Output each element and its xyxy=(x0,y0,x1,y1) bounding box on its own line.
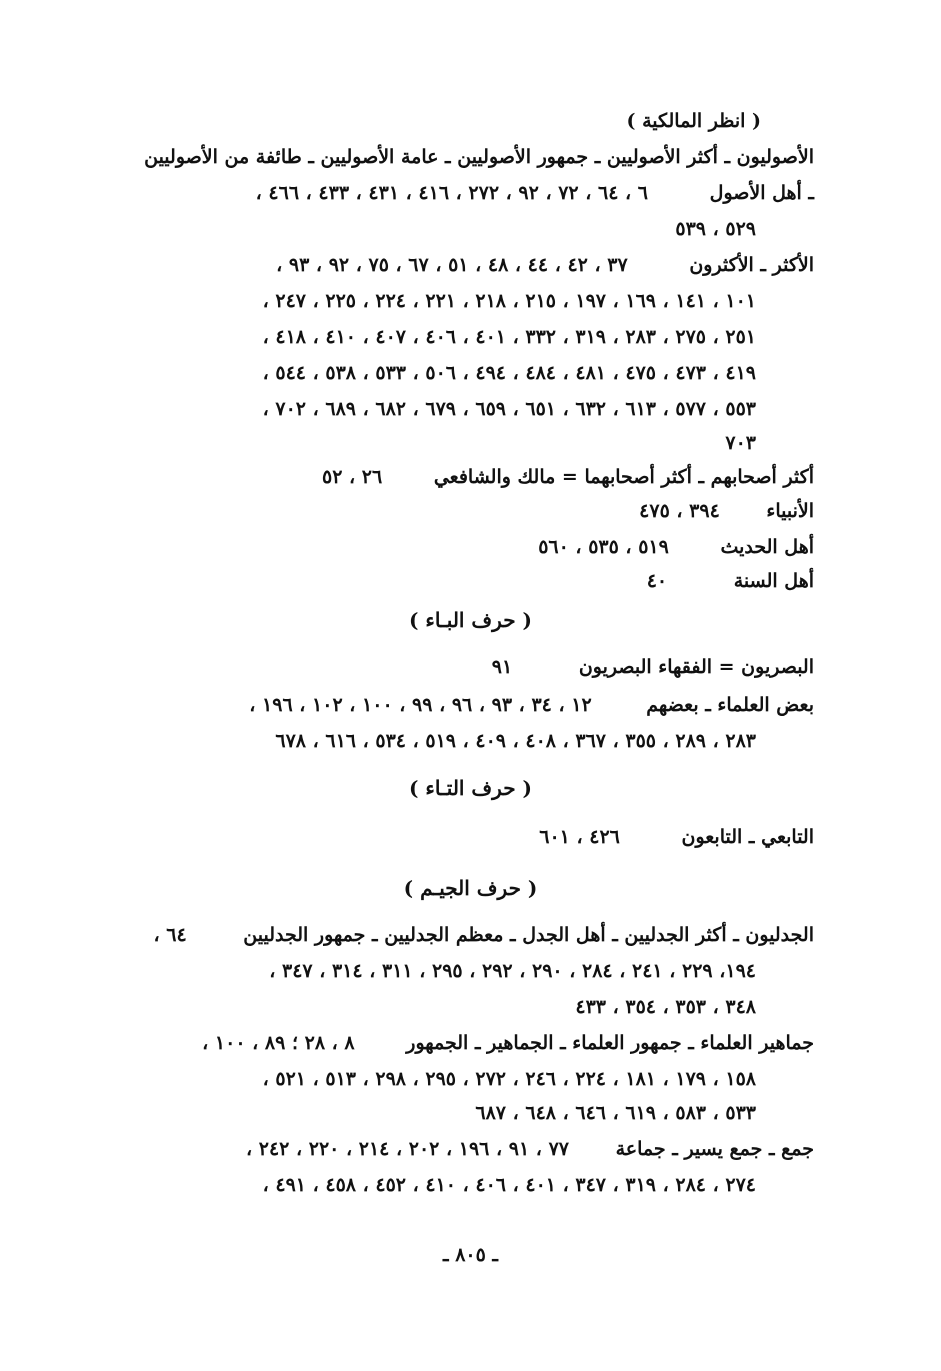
index-entry-pages: ٥٥٣ ، ٥٧٧ ، ٦١٣ ، ٦٣٢ ، ٦٥١ ، ٦٥٩ ، ٦٧٩ ، ٦٨٢ ، ٦٨٩ ، ٧٠٢ ، xyxy=(262,398,756,420)
index-entry-pages: ٦ ، ٦٤ ، ٧٢ ، ٩٢ ، ٢٧٢ ، ٤١٦ ، ٤٣١ ، ٤٣٣ ، ٤٦٦ ، xyxy=(255,182,649,204)
index-entry-term: أكثر أصحابهم ـ أكثر أصحابهما = مالك والشافعي xyxy=(433,466,814,488)
index-entry-pages: ٢٦ ، ٥٢ xyxy=(322,466,383,488)
index-entry-term: الجدليون ـ أكثر الجدليين ـ أهل الجدل ـ معظم الجدليين ـ جمهور الجدليين xyxy=(243,924,814,946)
index-entry-term: التابعي ـ التابعون xyxy=(681,826,814,848)
index-entry-pages: ٣٤٨ ، ٣٥٣ ، ٣٥٤ ، ٤٣٣ xyxy=(575,996,756,1018)
index-entry-pages: ٥١٩ ، ٥٣٥ ، ٥٦٠ xyxy=(538,536,669,558)
index-entry xyxy=(538,534,814,560)
index-entry-term: الأنبياء xyxy=(766,500,814,522)
section-heading-baa: ( حرف البـاء ) xyxy=(409,608,532,632)
index-entry-term: الأكثر ـ الأكثرون xyxy=(689,254,814,276)
index-entry-term: جمع ـ جمع يسير ـ جماعة xyxy=(615,1138,814,1160)
index-entry-pages: ١٥٨ ، ١٧٩ ، ١٨١ ، ٢٢٤ ، ٢٤٦ ، ٢٧٢ ، ٢٩٥ ، ٢٩٨ ، ٥١٣ ، ٥٢١ ، xyxy=(262,1068,756,1090)
index-entry-pages: ١٠١ ، ١٤١ ، ١٦٩ ، ١٩٧ ، ٢١٥ ، ٢١٨ ، ٢٢١ ، ٢٢٤ ، ٢٢٥ ، ٢٤٧ ، xyxy=(262,290,756,312)
index-entry-term: البصريون = الفقهاء البصريون xyxy=(578,656,814,678)
index-entry xyxy=(639,498,814,524)
index-entry-pages: ٥٢٩ ، ٥٣٩ xyxy=(675,218,756,240)
index-entry-pages: ٥٣٣ ، ٥٨٣ ، ٦١٩ ، ٦٤٦ ، ٦٤٨ ، ٦٨٧ xyxy=(475,1102,756,1124)
index-entry-pages: ٣٧ ، ٤٢ ، ٤٤ ، ٤٨ ، ٥١ ، ٦٧ ، ٧٥ ، ٩٢ ، ٩٣ ، xyxy=(276,254,628,276)
index-entry-pages: ٤١٩ ، ٤٧٣ ، ٤٧٥ ، ٤٨١ ، ٤٨٤ ، ٤٩٤ ، ٥٠٦ ، ٥٣٣ ، ٥٣٨ ، ٥٤٤ ، xyxy=(262,362,756,384)
index-entry-pages: ٢٨٣ ، ٢٨٩ ، ٣٥٥ ، ٣٦٧ ، ٤٠٨ ، ٤٠٩ ، ٥١٩ ، ٥٣٤ ، ٦١٦ ، ٦٧٨ xyxy=(275,730,756,752)
index-entry xyxy=(249,692,814,718)
index-entry xyxy=(276,252,814,278)
index-entry-pages: ١٩٤، ٢٢٩ ، ٢٤١ ، ٢٨٤ ، ٢٩٠ ، ٢٩٢ ، ٢٩٥ ، ٣١١ ، ٣١٤ ، ٣٤٧ ، xyxy=(269,960,756,982)
index-entry xyxy=(322,464,814,490)
index-entry-pages: ٦٤ ، xyxy=(153,924,187,946)
index-entry-pages: ٧٠٣ xyxy=(725,432,756,454)
index-entry xyxy=(246,1136,814,1162)
index-entry xyxy=(153,922,814,948)
index-entry-pages: ٧٧ ، ٩١ ، ١٩٦ ، ٢٠٢ ، ٢١٤ ، ٢٢٠ ، ٢٤٢ ، xyxy=(246,1138,569,1160)
index-entry-term: أهل السنة xyxy=(733,570,814,592)
index-entry xyxy=(539,824,814,850)
index-entry-pages: ٣٩٤ ، ٤٧٥ xyxy=(639,500,720,522)
index-entry-pages: ٨ ، ٢٨ ؛ ٨٩ ، ١٠٠ ، xyxy=(202,1032,355,1054)
index-entry-term: الأصوليون ـ أكثر الأصوليين ـ جمهور الأصوليين ـ عامة الأصوليين ـ طائفة من الأصوليين xyxy=(144,146,814,168)
page-number: ـ ٨٠٥ ـ xyxy=(443,1244,498,1266)
index-entry-pages: ٢٧٤ ، ٢٨٤ ، ٣١٩ ، ٣٤٧ ، ٤٠١ ، ٤٠٦ ، ٤١٠ ، ٤٥٢ ، ٤٥٨ ، ٤٩١ ، xyxy=(262,1174,756,1196)
section-heading-taa: ( حرف التـاء ) xyxy=(409,776,532,800)
section-heading-jeem: ( حرف الجيـم ) xyxy=(403,876,538,900)
see-also-note: ( انظر المالكية ) xyxy=(626,110,761,132)
index-entry-pages: ٤٠ xyxy=(646,570,668,592)
index-entry xyxy=(256,180,814,206)
index-entry xyxy=(202,1030,814,1056)
index-entry-term: بعض العلماء ـ بعضهم xyxy=(646,694,814,716)
index-entry-pages: ٩١ xyxy=(491,656,513,678)
index-entry-pages: ٤٢٦ ، ٦٠١ xyxy=(539,826,620,848)
index-entry xyxy=(492,654,814,680)
index-entry-term: ـ أهل الأصول xyxy=(709,182,814,204)
index-entry-term: أهل الحديث xyxy=(720,536,814,558)
index-entry-pages: ١٢ ، ٣٤ ، ٩٣ ، ٩٦ ، ٩٩ ، ١٠٠ ، ١٠٢ ، ١٩٦ ، xyxy=(249,694,592,716)
index-entry xyxy=(647,568,814,594)
index-entry-pages: ٢٥١ ، ٢٧٥ ، ٢٨٣ ، ٣١٩ ، ٣٣٢ ، ٤٠١ ، ٤٠٦ ، ٤٠٧ ، ٤١٠ ، ٤١٨ ، xyxy=(262,326,756,348)
index-entry-term: جماهير العلماء ـ جمهور العلماء ـ الجماهير ـ الجمهور xyxy=(406,1032,814,1054)
